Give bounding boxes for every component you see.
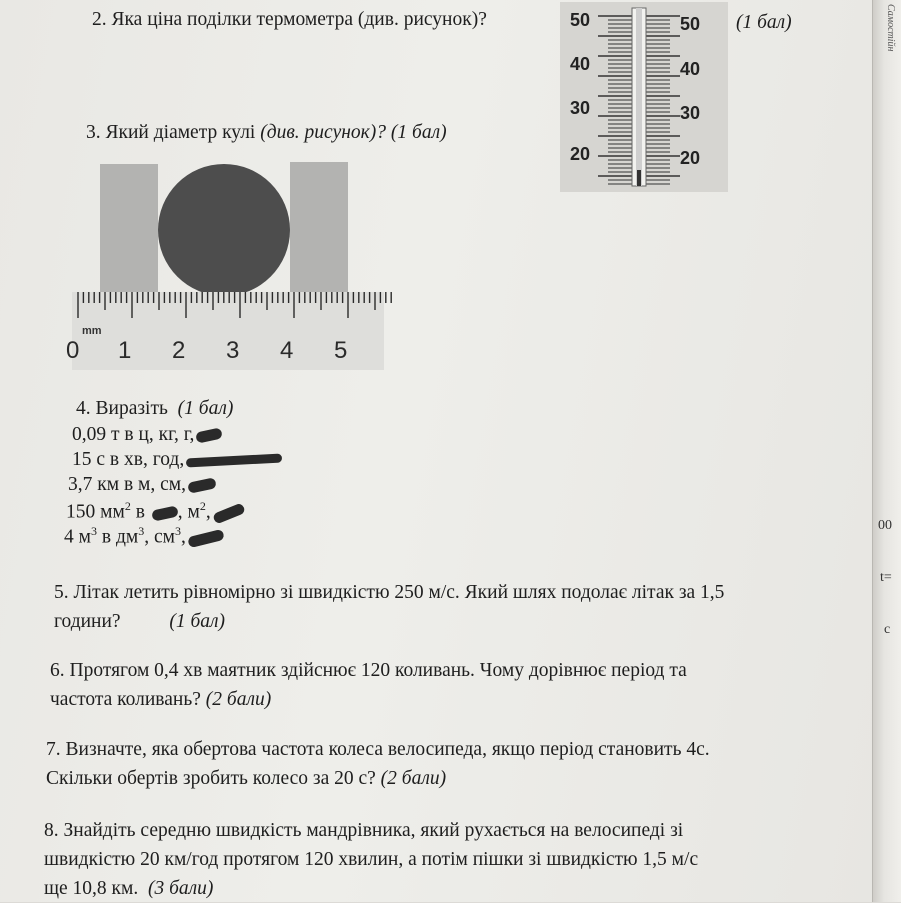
thermo-label-left: 50 — [570, 10, 591, 30]
thermometer-figure — [560, 2, 728, 192]
edge-fragment: t= — [880, 570, 892, 585]
right-block — [290, 162, 348, 294]
scribble-mark — [186, 454, 282, 468]
edge-fragment: с — [884, 622, 891, 637]
conversion-item: 150 $мм^2$ в , $м^2$, — [66, 499, 245, 524]
next-page-edge — [872, 0, 901, 902]
question-text: Скільки обертів зробить колесо за 20 с? — [46, 768, 376, 789]
thermo-label-right: 30 — [680, 103, 701, 123]
thermo-label-right: 40 — [680, 59, 701, 79]
ball — [158, 164, 290, 296]
question-number: 5. — [54, 582, 69, 603]
question-text: Який діаметр кулі — [105, 122, 256, 143]
question-7 — [46, 735, 710, 793]
question-points: (2 бали) — [205, 689, 272, 710]
scribble-mark — [212, 502, 246, 524]
question-number: 3. — [86, 122, 101, 143]
ruler-label: 3 — [226, 337, 240, 364]
question-text: Визначте, яка обертова частота колеса велосипеда, якщо період становить 4с. — [65, 739, 710, 760]
question-text: ще 10,8 км. — [44, 878, 139, 899]
question-text: Яка ціна поділки термометра (див. рисунок)? — [111, 9, 487, 30]
question-text: швидкістю 20 км/год протягом 120 хвилин, а потім пішки зі швидкістю 1,5 м/с — [44, 849, 699, 870]
question-reference: (див. рисунок)? — [260, 122, 387, 143]
conversion-item: 15 с в хв, год, — [72, 449, 282, 471]
question-number: 4. — [76, 398, 91, 419]
question-number: 2. — [92, 9, 107, 30]
conversion-item: 4 $м^3$ в $дм^3$, $см^3$, — [64, 524, 224, 549]
question-text: Виразіть — [95, 398, 168, 419]
thermo-label-right: 20 — [680, 148, 701, 168]
question-text: години? — [54, 611, 121, 632]
question-number: 7. — [46, 739, 61, 760]
ruler-label: 4 — [280, 337, 294, 364]
question-text: Знайдіть середню швидкість мандрівника, який рухається на велосипеді зі — [63, 820, 684, 841]
question-points: (3 бали) — [147, 878, 214, 899]
ruler-label: 0 — [66, 337, 80, 364]
scribble-mark — [151, 505, 179, 521]
thermo-label-left: 40 — [570, 54, 591, 74]
thermo-label-right: 50 — [680, 14, 701, 34]
thermo-label-left: 30 — [570, 98, 591, 118]
scribble-mark — [187, 477, 217, 494]
left-block — [100, 164, 158, 294]
question-2-points: (1 бал) — [736, 12, 792, 33]
ruler-unit: mm — [82, 325, 102, 337]
question-text: частота коливань? — [50, 689, 201, 710]
conversion-item: 0,09 т в ц, кг, г, — [72, 424, 222, 446]
question-5 — [54, 578, 724, 636]
thermo-label-left: 20 — [570, 144, 591, 164]
question-8 — [44, 816, 698, 903]
edge-vertical-text: Самостійн — [885, 4, 896, 52]
question-text: Протягом 0,4 хв маятник здійснює 120 коливань. Чому дорівнює період та — [69, 660, 687, 681]
question-points: (1 бал) — [169, 611, 226, 632]
question-6 — [50, 656, 687, 714]
question-text: Літак летить рівномірно зі швидкістю 250 м/с. Який шлях подолає літак за 1,5 — [73, 582, 725, 603]
conversion-item: 3,7 км в м, см, — [68, 474, 216, 496]
question-2 — [92, 5, 487, 34]
ruler-label: 1 — [118, 337, 132, 364]
ruler-label: 2 — [172, 337, 186, 364]
scribble-mark — [196, 427, 224, 443]
scribble-mark — [187, 528, 225, 547]
question-number: 8. — [44, 820, 59, 841]
question-3 — [86, 118, 447, 147]
question-points: (2 бали) — [380, 768, 447, 789]
question-4 — [76, 394, 233, 423]
edge-fragment: 00 — [878, 518, 892, 533]
question-number: 6. — [50, 660, 65, 681]
ball-ruler-figure — [66, 158, 384, 370]
ruler-label: 5 — [334, 337, 348, 364]
question-points: (1 бал) — [177, 398, 234, 419]
question-points: (1 бал) — [390, 122, 447, 143]
